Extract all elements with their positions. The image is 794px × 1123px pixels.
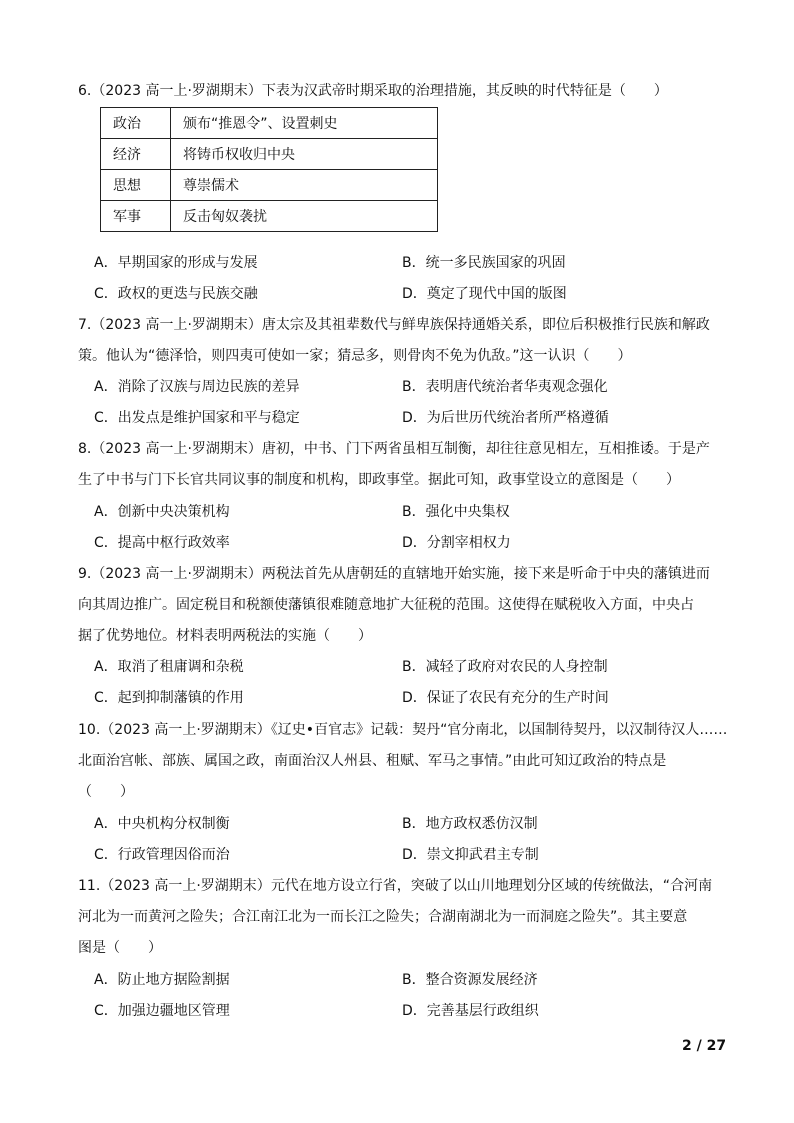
- question-text: 生了中书与门下长官共同议事的制度和机构，即政事堂。据此可知，政事堂设立的意图是（ ）: [78, 472, 680, 488]
- option-a: A．防止地方据险割据: [94, 972, 230, 988]
- question-10-stem: 10.（2023 高一上·罗湖期末）《辽史•百官志》记载：契丹“官分南北，以国制待契丹，以汉制待汉人……: [78, 722, 728, 738]
- table-cell-category: 政治: [101, 108, 171, 139]
- question-text: 策。他认为“德泽恰，则四夷可使如一家；猜忌多，则骨肉不免为仇敌。”这一认识（ ）: [78, 348, 632, 364]
- option-b: B．强化中央集权: [402, 504, 510, 520]
- table-cell-measure: 尊崇儒术: [171, 170, 438, 201]
- option-d: D．崇文抑武君主专制: [402, 847, 539, 863]
- question-number: 9: [78, 566, 87, 582]
- option-a: A．中央机构分权制衡: [94, 816, 230, 832]
- table-cell-category: 思想: [101, 170, 171, 201]
- question-text: 北面治宫帐、部族、属国之政，南面治汉人州县、租赋、军马之事情。”由此可知辽政治的特点是: [78, 753, 667, 769]
- option-d: D．为后世历代统治者所严格遵循: [402, 410, 609, 426]
- table-row: [101, 170, 438, 201]
- option-c: C．出发点是维护国家和平与稳定: [94, 410, 300, 426]
- question-number: 8: [78, 441, 87, 457]
- table-cell-category: 经济: [101, 139, 171, 170]
- question-text: 河北为一而黄河之险失；合江南江北为一而长江之险失；合湖南湖北为一而洞庭之险失”。其主要意: [78, 909, 688, 925]
- table-row: [101, 201, 438, 232]
- option-a: A．消除了汉族与周边民族的差异: [94, 379, 300, 395]
- table-cell-measure: 颁布“推恩令”、设置刺史: [171, 108, 438, 139]
- question-source: （2023 高一上·罗湖期末）: [91, 441, 262, 457]
- question-number: 6: [78, 83, 87, 99]
- question-source: （2023 高一上·罗湖期末）: [91, 566, 262, 582]
- question-text: 向其周边推广。固定税目和税额使藩镇很难随意地扩大征税的范围。这使得在赋税收入方面，中央占: [78, 597, 694, 613]
- option-d: D．保证了农民有充分的生产时间: [402, 690, 609, 706]
- question-text: 下表为汉武帝时期采取的治理措施，其反映的时代特征是（ ）: [261, 83, 668, 99]
- table-cell-measure: 将铸币权收归中央: [171, 139, 438, 170]
- option-b: B．整合资源发展经济: [402, 972, 538, 988]
- option-c: C．提高中枢行政效率: [94, 535, 230, 551]
- question-source: （2023 高一上·罗湖期末）: [100, 878, 271, 894]
- option-a: A．取消了租庸调和杂税: [94, 659, 244, 675]
- question-number: 10: [78, 722, 96, 738]
- question-number: 11: [78, 878, 96, 894]
- option-c: C．行政管理因俗而治: [94, 847, 230, 863]
- option-b: B．统一多民族国家的巩固: [402, 255, 566, 271]
- option-c: C．政权的更迭与民族交融: [94, 286, 258, 302]
- question-text: 据了优势地位。材料表明两税法的实施（ ）: [78, 628, 372, 644]
- question-source: （2023 高一上·罗湖期末）: [100, 722, 271, 738]
- option-a: A．早期国家的形成与发展: [94, 255, 258, 271]
- question-text: 图是（ ）: [78, 940, 162, 956]
- question-number: 7: [78, 317, 87, 333]
- question-text: （ ）: [78, 784, 134, 800]
- question-9-stem: 9.（2023 高一上·罗湖期末）两税法首先从唐朝廷的直辖地开始实施，接下来是听命于中央的藩镇进而: [78, 566, 710, 582]
- page-number: 2 / 27: [682, 1038, 727, 1054]
- question-text: 唐初，中书、门下两省虽相互制衡，却往往意见相左，互相推诿。于是产: [261, 441, 710, 457]
- option-b: B．表明唐代统治者华夷观念强化: [402, 379, 608, 395]
- question-text: 唐太宗及其祖辈数代与鲜卑族保持通婚关系，即位后积极推行民族和解政: [261, 317, 710, 333]
- question-text: 元代在地方设立行省，突破了以山川地理划分区域的传统做法，“合河南: [270, 878, 713, 894]
- option-c: C．加强边疆地区管理: [94, 1003, 230, 1019]
- table-cell-measure: 反击匈奴袭扰: [171, 201, 438, 232]
- question-source: （2023 高一上·罗湖期末）: [91, 317, 262, 333]
- table-row: [101, 139, 438, 170]
- question-6-stem: 6.（2023 高一上·罗湖期末）下表为汉武帝时期采取的治理措施，其反映的时代特征是（ ）: [78, 83, 668, 99]
- option-a: A．创新中央决策机构: [94, 504, 230, 520]
- table-cell-category: 军事: [101, 201, 171, 232]
- question-text: 《辽史•百官志》记载：契丹“官分南北，以国制待契丹，以汉制待汉人……: [270, 722, 728, 738]
- question-11-stem: 11.（2023 高一上·罗湖期末）元代在地方设立行省，突破了以山川地理划分区域的传统做法，“合河南: [78, 878, 713, 894]
- option-d: D．完善基层行政组织: [402, 1003, 539, 1019]
- question-8-stem: 8.（2023 高一上·罗湖期末）唐初，中书、门下两省虽相互制衡，却往往意见相左，互相推诿。于是产: [78, 441, 710, 457]
- question-7-stem: 7.（2023 高一上·罗湖期末）唐太宗及其祖辈数代与鲜卑族保持通婚关系，即位后积极推行民族和解政: [78, 317, 710, 333]
- option-c: C．起到抑制藩镇的作用: [94, 690, 244, 706]
- measures-table: [100, 107, 438, 232]
- option-d: D．分割宰相权力: [402, 535, 511, 551]
- table-row: [101, 108, 438, 139]
- question-text: 两税法首先从唐朝廷的直辖地开始实施，接下来是听命于中央的藩镇进而: [261, 566, 710, 582]
- question-source: （2023 高一上·罗湖期末）: [91, 83, 262, 99]
- option-d: D．奠定了现代中国的版图: [402, 286, 567, 302]
- option-b: B．减轻了政府对农民的人身控制: [402, 659, 608, 675]
- option-b: B．地方政权悉仿汉制: [402, 816, 538, 832]
